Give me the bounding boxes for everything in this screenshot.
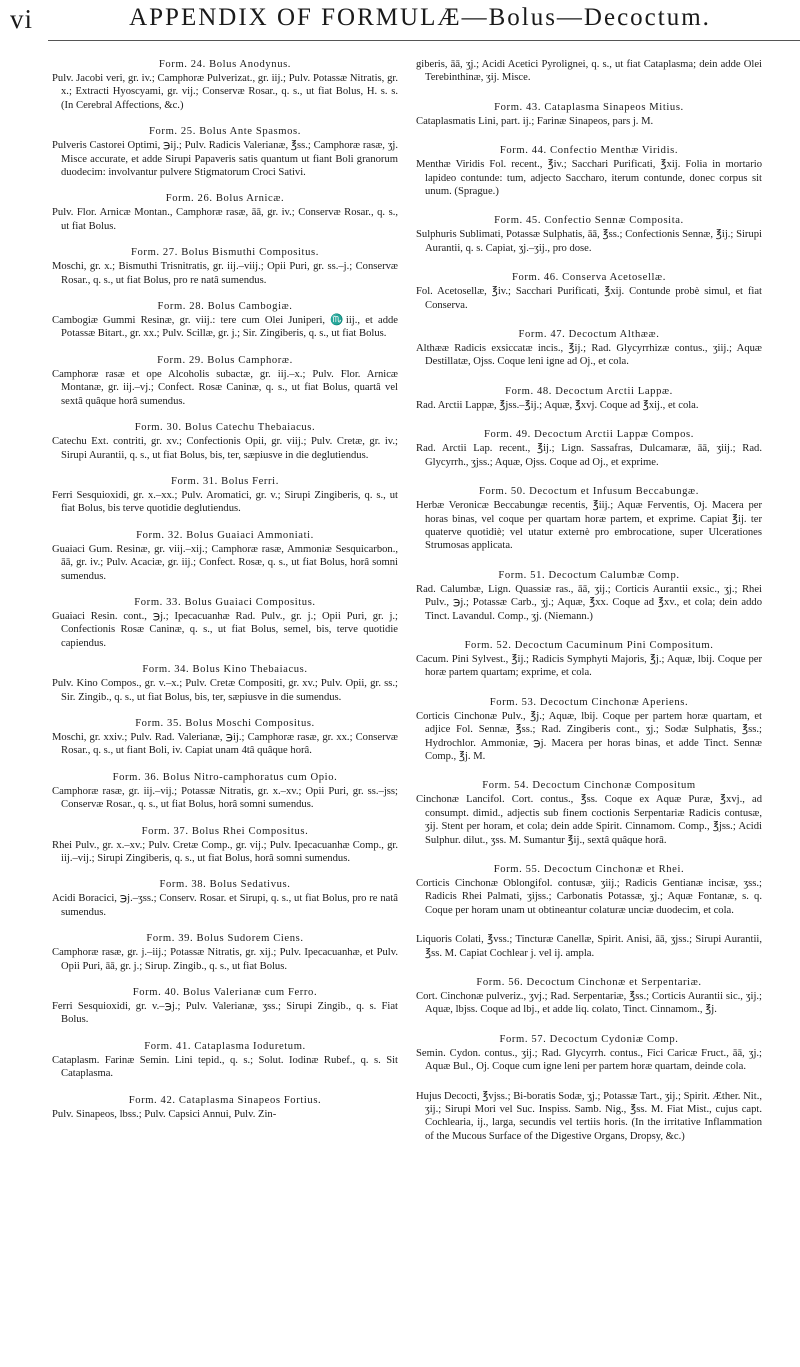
- formula-entry: [416, 569, 762, 623]
- formula-heading: Form. 53. Decoctum Cinchonæ Aperiens.: [489, 696, 689, 708]
- formula-heading: Form. 46. Conserva Acetosellæ.: [512, 272, 666, 284]
- formula-text: Cinchonæ Lancifol. Cort. contus., ℥ss. Coque ex Aquæ Puræ, ℥xvj., ad consumpt. dimid., adjectis sub finem coctionis Serpentariæ Radicis contusæ, ʒij. Stent per horam, et cola; dein adde Spirit. Cinnamom. Comp., ℥jss.; Acidi Sulphur. dilut., ʒss. M. Sumantur ℥ij., sextâ quâque horâ.: [416, 794, 762, 846]
- formula-entry: [52, 663, 398, 704]
- formula-entry: [52, 1040, 398, 1081]
- formula-heading: Form. 28. Bolus Cambogiæ.: [157, 301, 293, 313]
- formula-text: Cataplasm. Farinæ Semin. Lini tepid., q. s.; Solut. Iodinæ Rubef., q. s. Sit Cataplasma.: [52, 1054, 398, 1080]
- formula-entry: [416, 976, 762, 1017]
- formula-entry: [52, 192, 398, 233]
- formula-entry: [52, 58, 398, 112]
- formula-text: Rhei Pulv., gr. x.–xv.; Pulv. Cretæ Comp., gr. vij.; Pulv. Ipecacuanhæ Comp., gr. iij.–vij.; Sirupi Zingiberis, q. s., ut fiat Bolus, horâ somni sumendus.: [52, 839, 398, 864]
- formula-text: Fol. Acetosellæ, ℥iv.; Sacchari Purificati, ℥xij. Contunde probè simul, et fiat Conserva.: [416, 286, 762, 311]
- formula-heading: Form. 49. Decoctum Arctii Lappæ Compos.: [484, 429, 694, 441]
- formula-entry: [52, 717, 398, 758]
- formula-heading: Form. 54. Decoctum Cinchonæ Compositum: [482, 780, 696, 792]
- formula-text: Guaiaci Resin. cont., ℈j.; Ipecacuanhæ Rad. Pulv., gr. j.; Opii Puri, gr. j.; Confectionis Rosæ Caninæ, q. s., ut fiat Bolus, semel, bis, terve quotidie capiendus.: [52, 610, 398, 649]
- formula-heading: Form. 56. Decoctum Cinchonæ et Serpentariæ.: [476, 977, 702, 989]
- formula-entry: [416, 779, 762, 847]
- formula-heading: Form. 36. Bolus Nitro-camphoratus cum Opio.: [112, 771, 338, 783]
- formula-heading: Form. 42. Cataplasma Sinapeos Fortius.: [128, 1094, 322, 1106]
- formula-text: Althææ Radicis exsiccatæ incis., ℥ij.; Rad. Glycyrrhizæ contus., ʒiij.; Aquæ Destillatæ, Ojss. Coque leni igne ad Oj., et cola.: [416, 343, 762, 368]
- formula-entry: [52, 596, 398, 650]
- formula-heading: Form. 34. Bolus Kino Thebaiacus.: [142, 664, 308, 676]
- formula-text: Semin. Cydon. contus., ʒij.; Rad. Glycyrrh. contus., Fici Caricæ Fruct., āā, ʒj.; Aquæ Bul., Oj. Coque cum igne leni per partem horæ quartam, deinde cola.: [416, 1047, 762, 1073]
- formula-heading: Form. 39. Bolus Sudorem Ciens.: [146, 933, 304, 945]
- formula-text: giberis, āā, ʒj.; Acidi Acetici Pyrolignei, q. s., ut fiat Cataplasma; dein adde Olei Terebinthinæ, ʒij. Misce.: [416, 59, 762, 84]
- formula-text: Pulv. Kino Compos., gr. v.–x.; Pulv. Cretæ Compositi, gr. xv.; Pulv. Opii, gr. ss.; Sir. Zingib., q. s., ut fiat Bolus, bis, ter, sæpiusve in die sumendus.: [52, 678, 398, 703]
- formula-entry: [52, 475, 398, 516]
- formula-entry: [416, 863, 762, 917]
- formula-heading: Form. 30. Bolus Catechu Thebaiacus.: [134, 422, 316, 434]
- formula-heading: Form. 33. Bolus Guaiaci Compositus.: [134, 596, 316, 608]
- formula-heading: Form. 37. Bolus Rhei Compositus.: [141, 825, 309, 837]
- formula-heading: Form. 29. Bolus Camphoræ.: [157, 354, 293, 366]
- running-title: APPENDIX OF FORMULÆ—Bolus—Decoctum.: [129, 4, 711, 31]
- formula-heading: Form. 27. Bolus Bismuthi Compositus.: [131, 247, 319, 259]
- formula-heading: Form. 43. Cataplasma Sinapeos Mitius.: [494, 101, 684, 113]
- formula-text: Hujus Decocti, ℥vjss.; Bi-boratis Sodæ, ʒj.; Potassæ Tart., ʒij.; Spirit. Æther. Nit., ʒij.; Sirupi Mori vel Suc. Inspiss. Samb. Nig., ℥ss. M. Fiat Mist., cujus capt. Cochlearia, ij., larga, secundis vel tertiis horis. (In the irritative Inflammation of the Mucous Surface of the Digestive Organs, Dropsy, &c.): [416, 1090, 762, 1142]
- formula-entry: [416, 639, 762, 680]
- formula-text: Ferri Sesquioxidi, gr. v.–℈j.; Pulv. Valerianæ, ʒss.; Sirupi Zingib., q. s. Fiat Bolus.: [52, 1001, 398, 1026]
- page-number: vi: [10, 4, 34, 34]
- formula-entry: [52, 771, 398, 812]
- formula-text: Camphoræ rasæ et ope Alcoholis subactæ, gr. iij.–x.; Pulv. Flor. Arnicæ Montanæ, gr. iij.–vj.; Confect. Rosæ Caninæ, q. s., ut fiat Bolus, quartâ vel sextâ quâque horâ sumendus.: [52, 368, 398, 407]
- formula-text: Guaiaci Gum. Resinæ, gr. viij.–xij.; Camphoræ rasæ, Ammoniæ Sesquicarbon., āā, gr. iv.; Pulv. Acaciæ, gr. iij.; Confect. Rosæ, q. s., ut fiat Bolus, horâ somni sumendus.: [52, 543, 398, 582]
- left-column: [52, 58, 398, 1134]
- formula-entry: [52, 421, 398, 462]
- formula-entry: [416, 58, 762, 85]
- formula-heading: Form. 57. Decoctum Cydoniæ Comp.: [499, 1033, 679, 1045]
- formula-entry: [416, 101, 762, 128]
- header-rule: [48, 40, 800, 41]
- formula-entry: [416, 485, 762, 553]
- formula-heading: Form. 40. Bolus Valerianæ cum Ferro.: [132, 987, 318, 999]
- formula-text: Corticis Cinchonæ Pulv., ℥j.; Aquæ, lbij. Coque per partem horæ quartam, et adjice Fol. Sennæ, ℥ss.; Rad. Zingiberis cont., ʒj.; Sodæ Sulphatis, ℥ss.; Hydrochlor. Ammoniæ, ℈j. Macera per horas binas, et adde Tinct. Sennæ Comp., ℥j. M.: [416, 710, 762, 762]
- formula-entry: [416, 428, 762, 469]
- formula-entry: [416, 1090, 762, 1144]
- formula-entry: [416, 144, 762, 198]
- formula-text: Corticis Cinchonæ Oblongifol. contusæ, ʒiij.; Radicis Gentianæ incisæ, ʒss.; Radicis Rhei Palmati, ʒijss.; Carbonatis Potassæ, ʒj.; Aquæ Fontanæ, s. q. Coque per horam unam ut obtineantur colaturæ unciæ duodecim, et cola.: [416, 878, 762, 916]
- formula-entry: [52, 246, 398, 287]
- formula-text: Camphoræ rasæ, gr. iij.–vij.; Potassæ Nitratis, gr. x.–xv.; Opii Puri, gr. ss.–jss; Conservæ Rosar., q. s., ut fiat Bolus, horâ somni sumendus.: [52, 785, 398, 811]
- formula-text: Pulv. Sinapeos, lbss.; Pulv. Capsici Annui, Pulv. Zin-: [52, 1108, 277, 1120]
- formula-heading: Form. 35. Bolus Moschi Compositus.: [135, 717, 315, 729]
- formula-heading: Form. 24. Bolus Anodynus.: [158, 59, 292, 70]
- formula-text: Cambogiæ Gummi Resinæ, gr. viij.: tere cum Olei Juniperi, ♏iij., et adde Potassæ Bitart., gr. xx.; Pulv. Scillæ, gr. j.; Sir. Zingiberis, q. s., ut fiat Bolus.: [52, 315, 398, 340]
- right-column: [416, 58, 762, 1159]
- formula-entry: [416, 328, 762, 369]
- formula-heading: Form. 45. Confectio Sennæ Composita.: [494, 215, 684, 227]
- formula-heading: Form. 26. Bolus Arnicæ.: [165, 193, 285, 205]
- formula-entry: [416, 696, 762, 764]
- formula-text: Herbæ Veronicæ Beccabungæ recentis, ℥iij.; Aquæ Ferventis, Oj. Macera per horas binas, vel coque per quartam horæ partem, et exprime. Capiat ℥ij. ter quaterve quotidiè; vel utatur externè pro embrocatione, super Ulcerationes Strumosas applicata.: [416, 500, 762, 552]
- formula-entry: [52, 125, 398, 179]
- formula-text: Moschi, gr. x.; Bismuthi Trisnitratis, gr. iij.–viij.; Opii Puri, gr. ss.–j.; Conservæ Rosar., q. s., ut fiat Bolus, pro re natâ sumendus.: [52, 261, 398, 286]
- formula-text: Pulv. Jacobi veri, gr. iv.; Camphoræ Pulverizat., gr. iij.; Pulv. Potassæ Nitratis, gr. x.; Extracti Hyoscyami, gr. vij.; Conservæ Rosar., q. s., ut fiat Bolus, H. s. s. (In Cerebral Affections, &c.): [52, 73, 398, 111]
- page-header: [0, 0, 800, 48]
- formula-entry: [416, 214, 762, 255]
- formula-text: Camphoræ rasæ, gr. j.–iij.; Potassæ Nitratis, gr. xij.; Pulv. Ipecacuanhæ, et Pulv. Opii Puri, āā, gr. j.; Sirup. Zingib., q. s., ut fiat Bolus.: [52, 947, 398, 972]
- formula-text: Sulphuris Sublimati, Potassæ Sulphatis, āā, ℥ss.; Confectionis Sennæ, ℥ij.; Sirupi Aurantii, q. s. Capiat, ʒj.–ʒij., pro dose.: [416, 229, 762, 254]
- formula-entry: [52, 1094, 398, 1121]
- formula-text: Moschi, gr. xxiv.; Pulv. Rad. Valerianæ, ℈ij.; Camphoræ rasæ, gr. xx.; Conservæ Rosar., q. s., ut fiant Boli, iv. Capiat unam 4tâ quâque horâ.: [52, 731, 398, 757]
- formula-heading: Form. 47. Decoctum Althææ.: [518, 329, 660, 341]
- formula-entry: [416, 385, 762, 412]
- formula-text: Ferri Sesquioxidi, gr. x.–xx.; Pulv. Aromatici, gr. v.; Sirupi Zingiberis, q. s., ut fiat Bolus, bis terve quotidie deglutiendus.: [52, 489, 398, 515]
- formula-heading: Form. 41. Cataplasma Ioduretum.: [144, 1040, 306, 1052]
- formula-entry: [52, 986, 398, 1027]
- formula-entry: [52, 300, 398, 341]
- formula-text: Rad. Calumbæ, Lign. Quassiæ ras., āā, ʒij.; Corticis Aurantii exsic., ʒj.; Rhei Pulv., ℈j.; Potassæ Carb., ʒj.; Aquæ, ℥xx. Coque ad ℥xv., et cola; dein addo Tinct. Lavandul. Comp., ʒj. (Niemann.): [416, 583, 762, 622]
- formula-entry: [52, 825, 398, 866]
- formula-text: Acidi Boracici, ℈j.–ʒss.; Conserv. Rosar. et Sirupi, q. s., ut fiat Bolus, pro re natâ sumendus.: [52, 893, 398, 918]
- formula-entry: [52, 932, 398, 973]
- formula-heading: Form. 48. Decoctum Arctii Lappæ.: [505, 385, 673, 397]
- formula-entry: [416, 1033, 762, 1074]
- formula-text: Liquoris Colati, ℥vss.; Tincturæ Canellæ, Spirit. Anisi, āā, ʒjss.; Sirupi Aurantii, ℥ss. M. Capiat Cochlear j. vel ij. ampla.: [416, 934, 762, 959]
- formula-heading: Form. 38. Bolus Sedativus.: [159, 879, 291, 891]
- formula-text: Rad. Arctii Lappæ, ℥jss.–℥ij.; Aquæ, ℥xvj. Coque ad ℥xij., et cola.: [416, 399, 699, 411]
- formula-text: Cataplasmatis Lini, part. ij.; Farinæ Sinapeos, pars j. M.: [416, 115, 654, 127]
- formula-heading: Form. 50. Decoctum et Infusum Beccabungæ.: [479, 486, 699, 498]
- formula-text: Rad. Arctii Lap. recent., ℥ij.; Lign. Sassafras, Dulcamaræ, āā, ʒiij.; Rad. Glycyrrh., ʒjss.; Aquæ, Ojss. Coque ad Oj., et exprime.: [416, 443, 762, 468]
- formula-text: Pulveris Castorei Optimi, ℈ij.; Pulv. Radicis Valerianæ, ℥ss.; Camphoræ rasæ, ʒj. Misce accurate, et adde Sirupi Papaveris satis quantum ut fiant Boli granorum duodecim: involvantur pulvere Stigmatorum Croci Sativi.: [52, 140, 398, 179]
- formula-text: Pulv. Flor. Arnicæ Montan., Camphoræ rasæ, āā, gr. iv.; Conservæ Rosar., q. s., ut fiat Bolus.: [52, 207, 398, 232]
- formula-entry: [52, 354, 398, 408]
- formula-heading: Form. 31. Bolus Ferri.: [171, 475, 279, 487]
- formula-heading: Form. 55. Decoctum Cinchonæ et Rhei.: [493, 864, 685, 875]
- formula-heading: Form. 52. Decoctum Cacuminum Pini Compositum.: [464, 639, 714, 651]
- formula-entry: [52, 529, 398, 583]
- formula-text: Menthæ Viridis Fol. recent., ℥iv.; Sacchari Purificati, ℥xij. Folia in mortario lapideo contunde: tum, adjecto Saccharo, iterum contunde, donec corpus sit unum. (Sprague.): [416, 159, 762, 198]
- formula-heading: Form. 51. Decoctum Calumbæ Comp.: [498, 569, 680, 581]
- formula-text: Cacum. Pini Sylvest., ℥ij.; Radicis Symphyti Majoris, ℥j.; Aquæ, lbij. Coque per horæ partem quartam; exprime, et cola.: [416, 653, 762, 679]
- formula-entry: [416, 271, 762, 312]
- formula-text: Cort. Cinchonæ pulveriz., ʒvj.; Rad. Serpentariæ, ℥ss.; Corticis Aurantii sic., ʒij.; Aquæ, lbjss. Coque ad lbj., et adde liq. colato, Tinct. Cinnamom., ℥j.: [416, 991, 762, 1016]
- formula-entry: [52, 878, 398, 919]
- formula-entry: [416, 933, 762, 960]
- formula-heading: Form. 25. Bolus Ante Spasmos.: [149, 126, 301, 138]
- formula-heading: Form. 44. Confectio Menthæ Viridis.: [499, 145, 679, 157]
- formula-text: Catechu Ext. contriti, gr. xv.; Confectionis Opii, gr. viij.; Pulv. Cretæ, gr. iv.; Sirupi Aurantii, q. s., ut fiat Bolus, bis, ter, sæpiusve in die deglutiendus.: [52, 436, 398, 461]
- formula-heading: Form. 32. Bolus Guaiaci Ammoniati.: [136, 529, 314, 541]
